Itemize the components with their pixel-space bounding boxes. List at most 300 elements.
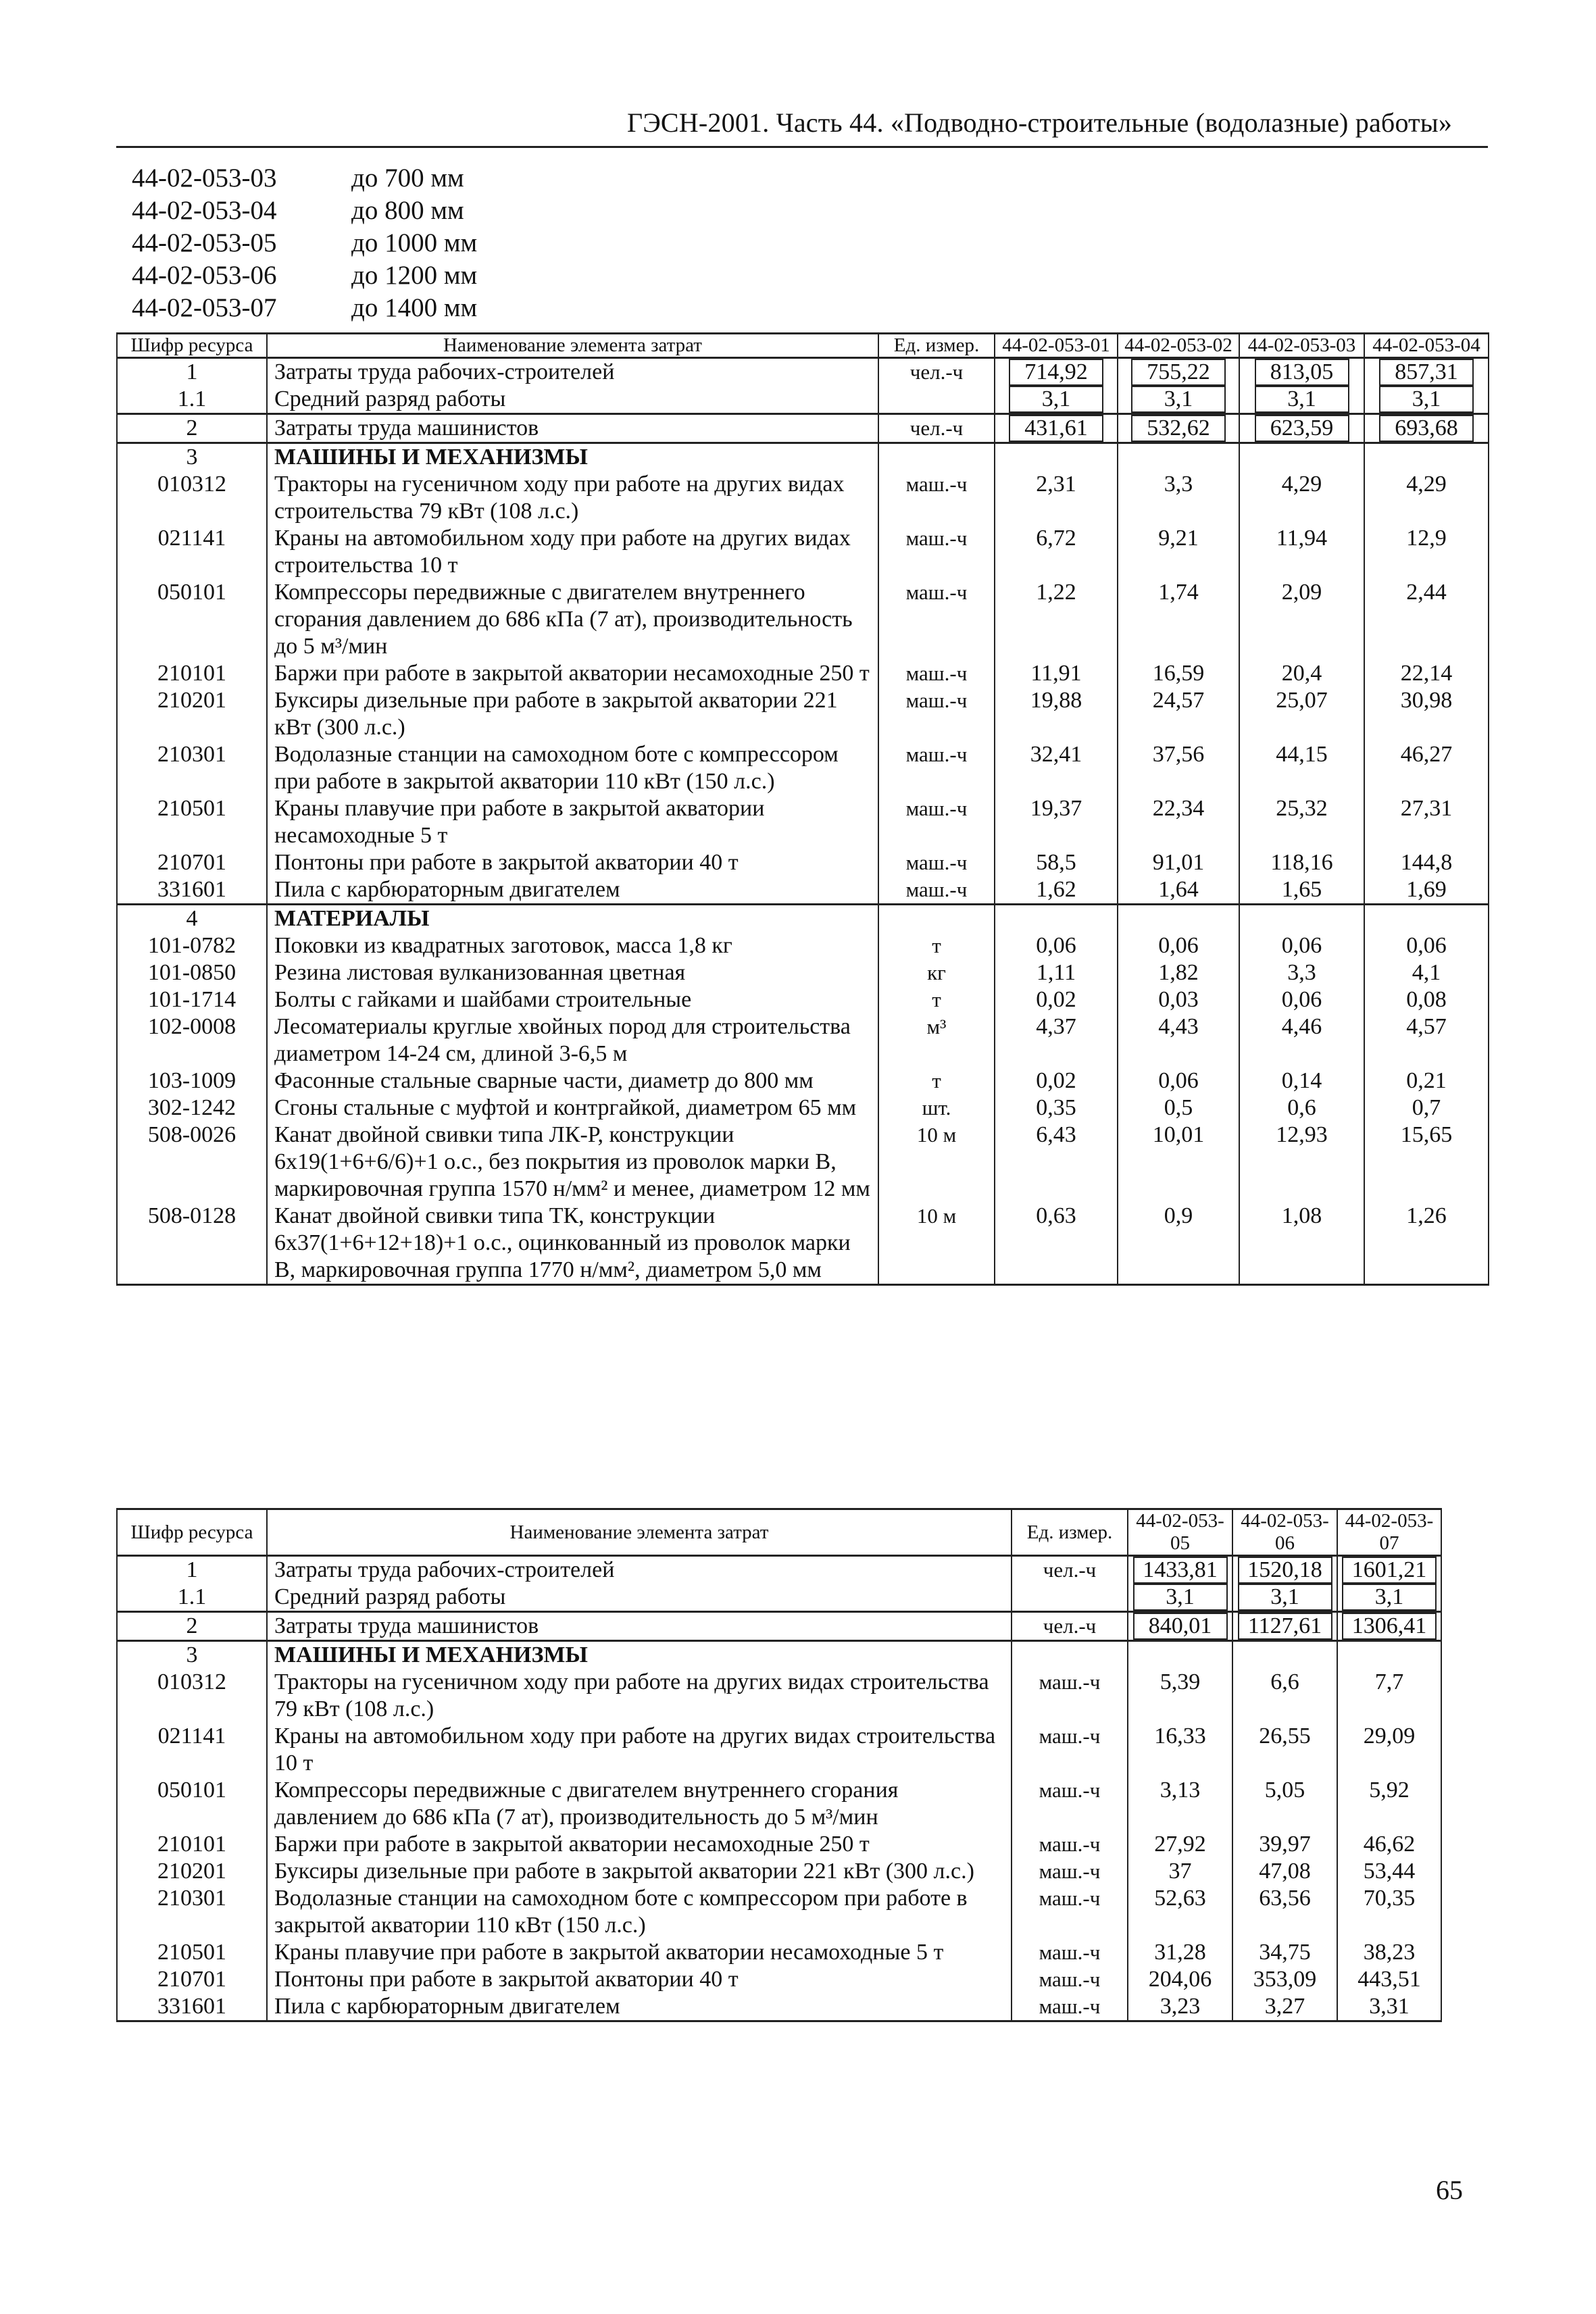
boxed-value: 1127,61	[1238, 1613, 1332, 1640]
value-cell	[995, 849, 1118, 876]
value-cell	[1118, 876, 1239, 905]
code-list	[132, 162, 477, 324]
value-cell	[1239, 959, 1364, 986]
code-list-item	[132, 292, 477, 324]
value-cell	[995, 1067, 1118, 1095]
value-cell	[1239, 414, 1364, 443]
cost-element-name: Канат двойной свивки типа ЛК-Р, конструкции 6х19(1+6+6/6)+1 о.с., без покрытия из проволок марки В, маркировочная группа 1570 н/мм² и менее, диаметром 12 мм	[267, 1122, 878, 1203]
value-cell	[995, 741, 1118, 795]
value-cell	[1118, 1067, 1239, 1095]
resource-code: 103-1009	[117, 1067, 267, 1095]
code-list-item	[132, 227, 477, 259]
code-number: 44-02-053-03	[132, 164, 277, 193]
table-row	[117, 1612, 1441, 1641]
cost-element-name: Тракторы на гусеничном ходу при работе на других видах строительства 79 кВт (108 л.с.)	[267, 471, 878, 525]
table-row	[117, 1067, 1489, 1095]
boxed-value: 3,1	[1238, 1584, 1332, 1611]
resource-code: 101-1714	[117, 986, 267, 1013]
value: 3,3	[1287, 960, 1316, 985]
unit: маш.-ч	[1012, 1966, 1128, 1993]
unit: м³	[878, 1013, 995, 1067]
value-cell	[1239, 358, 1364, 386]
value: 3,3	[1164, 472, 1193, 497]
cost-element-name: Понтоны при работе в закрытой акватории 40 т	[267, 849, 878, 876]
value: 4,43	[1158, 1014, 1199, 1039]
value-cell	[1239, 1013, 1364, 1067]
boxed-value: 813,05	[1255, 359, 1349, 386]
unit: маш.-ч	[1012, 1777, 1128, 1831]
value: 31,28	[1154, 1940, 1206, 1965]
cost-element-name: Водолазные станции на самоходном боте с компрессором при работе в закрытой акватории 110 кВт (150 л.с.)	[267, 741, 878, 795]
table-row	[117, 579, 1489, 660]
cost-element-name: Краны плавучие при работе в закрытой акватории несамоходные 5 т	[267, 795, 878, 849]
value: 1,26	[1406, 1203, 1447, 1228]
boxed-value: 1520,18	[1238, 1557, 1332, 1584]
resource-code: 2	[117, 414, 267, 443]
value: 0,63	[1036, 1203, 1076, 1228]
value: 6,72	[1036, 526, 1076, 551]
column-header: 44-02-053-02	[1118, 334, 1239, 358]
value-cell	[1128, 1669, 1232, 1723]
value-cell	[1364, 876, 1489, 905]
unit: 10 м	[878, 1122, 995, 1203]
value-cell	[1364, 471, 1489, 525]
value: 44,15	[1276, 742, 1328, 767]
table-row	[117, 443, 1489, 472]
table-row	[117, 1013, 1489, 1067]
value: 1,62	[1036, 877, 1076, 902]
value-cell	[1232, 1723, 1337, 1777]
resource-code: 210501	[117, 1939, 267, 1966]
unit	[1012, 1584, 1128, 1612]
value-cell	[1239, 579, 1364, 660]
cost-element-name: Баржи при работе в закрытой акватории несамоходные 250 т	[267, 1831, 1012, 1858]
cost-element-name: Краны на автомобильном ходу при работе на других видах строительства 10 т	[267, 525, 878, 579]
value: 1,11	[1036, 960, 1076, 985]
value-cell	[1118, 1203, 1239, 1285]
resource-code: 101-0782	[117, 932, 267, 959]
value-cell	[1364, 932, 1489, 959]
cost-element-name: Понтоны при работе в закрытой акватории 40 т	[267, 1966, 1012, 1993]
table-row	[117, 525, 1489, 579]
unit: чел.-ч	[878, 358, 995, 386]
value-cell	[995, 932, 1118, 959]
value-cell	[1118, 741, 1239, 795]
value: 5,92	[1369, 1778, 1410, 1803]
value: 47,08	[1259, 1859, 1311, 1884]
value-cell	[1232, 1777, 1337, 1831]
value: 0,21	[1406, 1068, 1447, 1093]
value: 353,09	[1253, 1967, 1317, 1992]
resource-code: 302-1242	[117, 1095, 267, 1122]
value-cell	[995, 959, 1118, 986]
value: 0,06	[1158, 933, 1199, 958]
unit: маш.-ч	[878, 471, 995, 525]
value-cell	[1337, 1612, 1441, 1641]
value-cell	[995, 876, 1118, 905]
unit: маш.-ч	[1012, 1831, 1128, 1858]
cost-element-name: Баржи при работе в закрытой акватории несамоходные 250 т	[267, 660, 878, 687]
resource-code: 508-0128	[117, 1203, 267, 1285]
unit	[878, 443, 995, 472]
value-cell	[1239, 660, 1364, 687]
value-cell	[1128, 1777, 1232, 1831]
value-cell	[1364, 1013, 1489, 1067]
cost-element-name: МАТЕРИАЛЫ	[267, 905, 878, 933]
value-cell	[1232, 1966, 1337, 1993]
value: 19,37	[1030, 796, 1082, 821]
value-cell	[1239, 1095, 1364, 1122]
value-cell	[1239, 795, 1364, 849]
value-cell	[995, 905, 1118, 933]
cost-element-name: МАШИНЫ И МЕХАНИЗМЫ	[267, 1641, 1012, 1669]
value: 34,75	[1259, 1940, 1311, 1965]
cost-element-name: Лесоматериалы круглые хвойных пород для строительства диаметром 14-24 см, длиной 3-6,5 м	[267, 1013, 878, 1067]
value-cell	[1364, 1067, 1489, 1095]
cost-element-name: Пила с карбюраторным двигателем	[267, 1993, 1012, 2021]
value: 3,23	[1159, 1994, 1201, 2019]
unit: маш.-ч	[1012, 1939, 1128, 1966]
unit: 10 м	[878, 1203, 995, 1285]
unit: маш.-ч	[1012, 1858, 1128, 1885]
norm-table-1	[116, 332, 1489, 1286]
table-row	[117, 932, 1489, 959]
value: 25,07	[1276, 688, 1328, 713]
resource-code: 210201	[117, 1858, 267, 1885]
value-cell	[1364, 660, 1489, 687]
code-list-item	[132, 259, 477, 292]
value: 38,23	[1363, 1940, 1416, 1965]
resource-code: 210301	[117, 1885, 267, 1939]
value-cell	[1118, 905, 1239, 933]
value: 0,6	[1287, 1095, 1316, 1120]
value-cell	[1364, 986, 1489, 1013]
value-cell	[1364, 443, 1489, 472]
value-cell	[995, 414, 1118, 443]
value-cell	[1337, 1831, 1441, 1858]
value: 0,02	[1036, 987, 1076, 1012]
value-cell	[1337, 1777, 1441, 1831]
value-cell	[1239, 687, 1364, 741]
table-row	[117, 414, 1489, 443]
cost-element-name: Пила с карбюраторным двигателем	[267, 876, 878, 905]
resource-code: 1.1	[117, 386, 267, 414]
resource-code: 210101	[117, 660, 267, 687]
value: 0,06	[1281, 987, 1322, 1012]
value: 0,08	[1406, 987, 1447, 1012]
value-cell	[1239, 986, 1364, 1013]
resource-code: 1	[117, 1556, 267, 1584]
value-cell	[1239, 443, 1364, 472]
value-cell	[1118, 525, 1239, 579]
value-cell	[1128, 1993, 1232, 2021]
resource-code: 010312	[117, 471, 267, 525]
value: 91,01	[1152, 850, 1205, 875]
value-cell	[1239, 1122, 1364, 1203]
resource-code: 102-0008	[117, 1013, 267, 1067]
value-cell	[1364, 905, 1489, 933]
column-header: 44-02-053-01	[995, 334, 1118, 358]
value-cell	[1128, 1641, 1232, 1669]
code-label: до 1200 мм	[351, 261, 478, 290]
value-cell	[1118, 1095, 1239, 1122]
boxed-value: 3,1	[1379, 386, 1474, 413]
resource-code: 050101	[117, 1777, 267, 1831]
value-cell	[1128, 1723, 1232, 1777]
value: 22,34	[1152, 796, 1205, 821]
column-header: 44-02-053-05	[1128, 1509, 1232, 1556]
value-cell	[1118, 932, 1239, 959]
resource-code: 508-0026	[117, 1122, 267, 1203]
value-cell	[1337, 1669, 1441, 1723]
code-label: до 800 мм	[351, 196, 464, 225]
value: 1,82	[1158, 960, 1199, 985]
value-cell	[1128, 1966, 1232, 1993]
value-cell	[1364, 579, 1489, 660]
unit: маш.-ч	[878, 525, 995, 579]
unit: маш.-ч	[878, 849, 995, 876]
boxed-value: 623,59	[1255, 415, 1349, 442]
value-cell	[995, 443, 1118, 472]
value-cell	[1232, 1831, 1337, 1858]
value: 11,91	[1030, 661, 1082, 686]
value: 5,39	[1159, 1669, 1201, 1694]
value: 24,57	[1152, 688, 1205, 713]
resource-code: 3	[117, 443, 267, 472]
value: 3,31	[1369, 1994, 1410, 2019]
unit: маш.-ч	[1012, 1993, 1128, 2021]
unit: маш.-ч	[878, 795, 995, 849]
unit: кг	[878, 959, 995, 986]
cost-element-name: Поковки из квадратных заготовок, масса 1,8 кг	[267, 932, 878, 959]
value-cell	[995, 471, 1118, 525]
boxed-value: 1433,81	[1133, 1557, 1228, 1584]
table-row	[117, 1966, 1441, 1993]
value-cell	[995, 687, 1118, 741]
value-cell	[995, 1095, 1118, 1122]
table-row	[117, 1669, 1441, 1723]
value-cell	[1118, 443, 1239, 472]
unit	[878, 905, 995, 933]
header-rule	[116, 146, 1488, 148]
boxed-value: 693,68	[1379, 415, 1474, 442]
value-cell	[995, 1203, 1118, 1285]
table-row	[117, 959, 1489, 986]
value: 27,92	[1154, 1832, 1206, 1857]
value: 12,9	[1406, 526, 1447, 551]
table-row	[117, 905, 1489, 933]
unit: шт.	[878, 1095, 995, 1122]
value: 0,06	[1158, 1068, 1199, 1093]
value-cell	[1364, 687, 1489, 741]
unit: чел.-ч	[878, 414, 995, 443]
value-cell	[1337, 1885, 1441, 1939]
value: 27,31	[1400, 796, 1453, 821]
value-cell	[1364, 959, 1489, 986]
value: 0,9	[1164, 1203, 1193, 1228]
cost-element-name: Краны на автомобильном ходу при работе на других видах строительства 10 т	[267, 1723, 1012, 1777]
value-cell	[1364, 525, 1489, 579]
resource-code: 331601	[117, 1993, 267, 2021]
column-header: 44-02-053-04	[1364, 334, 1489, 358]
unit	[1012, 1641, 1128, 1669]
unit: т	[878, 1067, 995, 1095]
value-cell	[1118, 386, 1239, 414]
value-cell	[995, 1013, 1118, 1067]
value: 37	[1168, 1859, 1192, 1884]
boxed-value: 3,1	[1131, 386, 1226, 413]
value: 0,7	[1412, 1095, 1441, 1120]
unit: чел.-ч	[1012, 1556, 1128, 1584]
resource-code: 021141	[117, 1723, 267, 1777]
code-number: 44-02-053-07	[132, 293, 277, 322]
value: 0,06	[1281, 933, 1322, 958]
table-row	[117, 687, 1489, 741]
value-cell	[1239, 932, 1364, 959]
value: 7,7	[1374, 1669, 1404, 1694]
value: 20,4	[1281, 661, 1322, 686]
value-cell	[995, 1122, 1118, 1203]
value: 16,59	[1152, 661, 1205, 686]
boxed-value: 857,31	[1379, 359, 1474, 386]
value-cell	[1118, 358, 1239, 386]
unit: маш.-ч	[878, 687, 995, 741]
value: 58,5	[1036, 850, 1076, 875]
column-header: Ед. измер.	[878, 334, 995, 358]
value-cell	[1364, 414, 1489, 443]
value: 1,64	[1158, 877, 1199, 902]
value: 11,94	[1276, 526, 1328, 551]
cost-element-name: МАШИНЫ И МЕХАНИЗМЫ	[267, 443, 878, 472]
unit: маш.-ч	[1012, 1885, 1128, 1939]
value-cell	[1232, 1641, 1337, 1669]
value: 0,02	[1036, 1068, 1076, 1093]
value-cell	[1232, 1885, 1337, 1939]
value: 46,62	[1363, 1832, 1416, 1857]
resource-code: 3	[117, 1641, 267, 1669]
value-cell	[1364, 386, 1489, 414]
value: 39,97	[1259, 1832, 1311, 1857]
value: 0,03	[1158, 987, 1199, 1012]
value-cell	[1337, 1939, 1441, 1966]
unit: маш.-ч	[1012, 1723, 1128, 1777]
table-row	[117, 1203, 1489, 1285]
value-cell	[1128, 1556, 1232, 1584]
unit: маш.-ч	[878, 876, 995, 905]
table-row	[117, 386, 1489, 414]
code-number: 44-02-053-06	[132, 261, 277, 290]
value-cell	[1239, 386, 1364, 414]
unit	[878, 386, 995, 414]
resource-code: 021141	[117, 525, 267, 579]
cost-element-name: Затраты труда машинистов	[267, 414, 878, 443]
value: 16,33	[1154, 1724, 1206, 1749]
value-cell	[1118, 986, 1239, 1013]
resource-code: 210701	[117, 849, 267, 876]
value-cell	[1364, 741, 1489, 795]
value-cell	[1337, 1584, 1441, 1612]
column-header: Ед. измер.	[1012, 1509, 1128, 1556]
table-row	[117, 1122, 1489, 1203]
value-cell	[1337, 1993, 1441, 2021]
resource-code: 210301	[117, 741, 267, 795]
boxed-value: 3,1	[1133, 1584, 1228, 1611]
value: 70,35	[1363, 1886, 1416, 1911]
value-cell	[1118, 849, 1239, 876]
resource-code: 331601	[117, 876, 267, 905]
value-cell	[1118, 414, 1239, 443]
boxed-value: 431,61	[1009, 415, 1103, 442]
resource-code: 4	[117, 905, 267, 933]
boxed-value: 1601,21	[1342, 1557, 1437, 1584]
boxed-value: 840,01	[1133, 1613, 1228, 1640]
value-cell	[1364, 1203, 1489, 1285]
table-row	[117, 741, 1489, 795]
table-row	[117, 1993, 1441, 2021]
resource-code: 210701	[117, 1966, 267, 1993]
code-list-item	[132, 162, 477, 195]
code-number: 44-02-053-05	[132, 228, 277, 257]
table-row	[117, 660, 1489, 687]
value-cell	[995, 358, 1118, 386]
value-cell	[1118, 579, 1239, 660]
value-cell	[1232, 1556, 1337, 1584]
value: 4,1	[1412, 960, 1441, 985]
table-row	[117, 1777, 1441, 1831]
cost-element-name: Средний разряд работы	[267, 386, 878, 414]
value: 6,43	[1036, 1122, 1076, 1147]
cost-element-name: Буксиры дизельные при работе в закрытой акватории 221 кВт (300 л.с.)	[267, 687, 878, 741]
value-cell	[1364, 1122, 1489, 1203]
column-header: 44-02-053-06	[1232, 1509, 1337, 1556]
cost-element-name: Сгоны стальные с муфтой и контргайкой, диаметром 65 мм	[267, 1095, 878, 1122]
cost-element-name: Тракторы на гусеничном ходу при работе на других видах строительства 79 кВт (108 л.с.)	[267, 1669, 1012, 1723]
cost-element-name: Затраты труда рабочих-строителей	[267, 1556, 1012, 1584]
table-row	[117, 795, 1489, 849]
value-cell	[1128, 1612, 1232, 1641]
resource-code: 210201	[117, 687, 267, 741]
unit: т	[878, 932, 995, 959]
code-label: до 1000 мм	[351, 228, 478, 257]
table-row	[117, 986, 1489, 1013]
boxed-value: 3,1	[1255, 386, 1349, 413]
value-cell	[1239, 525, 1364, 579]
column-header: Наименование элемента затрат	[267, 1509, 1012, 1556]
table-row	[117, 1885, 1441, 1939]
cost-element-name: Затраты труда машинистов	[267, 1612, 1012, 1641]
value: 25,32	[1276, 796, 1328, 821]
value: 4,29	[1406, 472, 1447, 497]
value: 19,88	[1030, 688, 1082, 713]
cost-element-name: Болты с гайками и шайбами строительные	[267, 986, 878, 1013]
running-header: ГЭСН-2001. Часть 44. «Подводно-строительные (водолазные) работы»	[627, 107, 1453, 138]
value-cell	[1118, 1013, 1239, 1067]
boxed-value: 755,22	[1131, 359, 1226, 386]
value: 0,06	[1406, 933, 1447, 958]
column-header: 44-02-053-07	[1337, 1509, 1441, 1556]
value: 6,6	[1270, 1669, 1299, 1694]
value-cell	[995, 660, 1118, 687]
value-cell	[1337, 1966, 1441, 1993]
value-cell	[1232, 1584, 1337, 1612]
value: 3,13	[1159, 1778, 1201, 1803]
value-cell	[995, 986, 1118, 1013]
value-cell	[1364, 358, 1489, 386]
code-label: до 1400 мм	[351, 293, 478, 322]
unit: т	[878, 986, 995, 1013]
value-cell	[995, 795, 1118, 849]
value-cell	[1239, 1067, 1364, 1095]
